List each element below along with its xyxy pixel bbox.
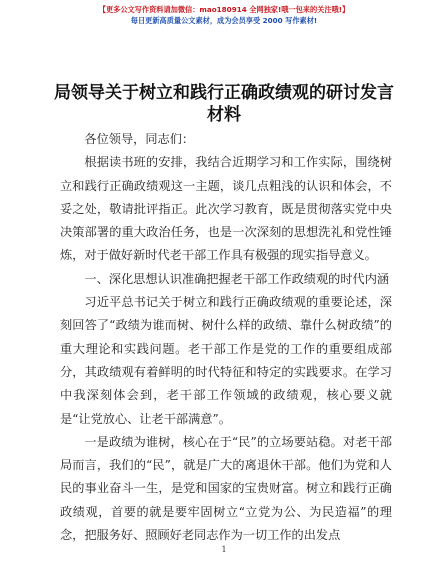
- document-title: 局领导关于树立和践行正确政绩观的研讨发言材料: [54, 83, 394, 125]
- body-paragraph-2: 习近平总书记关于树立和践行正确政绩观的重要论述，深刻回答了“政绩为谁而树、树什么样的政绩、靠什么树政绩”的重大理论和实践问题。老干部工作是党的工作的重要组成部分，其政绩观有着鲜明的时代特征和特定的实践要求。在学习中我深刻体会到，老干部工作领域的政绩观，核心要义就是“让党放心、让老干部满意”。: [60, 295, 392, 426]
- document-body: [60, 128, 392, 547]
- promo-header-line-2: 每日更新高质量公文素材，成为会员享受 2000 写作素材!: [130, 16, 318, 25]
- body-paragraph-1: 根据读书班的安排，我结合近期学习和工作实际，围绕树立和践行正确政绩观这一主题，谈几点粗浅的认识和体会，不妥之处，敬请批评指正。此次学习教育，既是贯彻落实党中央决策部署的重大政治任务，也是一次深刻的思想洗礼和党性锤炼，对于做好新时代老干部工作具有极强的现实指导意义。: [60, 155, 392, 263]
- body-paragraph-3: 一是政绩为谁树，核心在于“民”的立场要站稳。对老干部局而言，我们的“民”，就是广大的离退休干部。他们为党和人民的事业奋斗一生，是党和国家的宝贵财富。树立和践行正确政绩观，首要的就是要牢固树立“立党为公、为民造福”的理念，把服务好、照顾好老同志作为一切工作的出发点: [60, 434, 392, 543]
- promo-header: [0, 4, 448, 26]
- salutation: 各位领导，同志们：: [84, 132, 195, 146]
- page-number: 1: [221, 545, 227, 554]
- section-heading-1: 一、深化思想认识准确把握老干部工作政绩观的时代内涵: [84, 271, 390, 286]
- promo-header-line-1: 【更多公文写作资料请加微信：mao180914 全网独家!哦一包来的关注哦!】: [98, 5, 350, 14]
